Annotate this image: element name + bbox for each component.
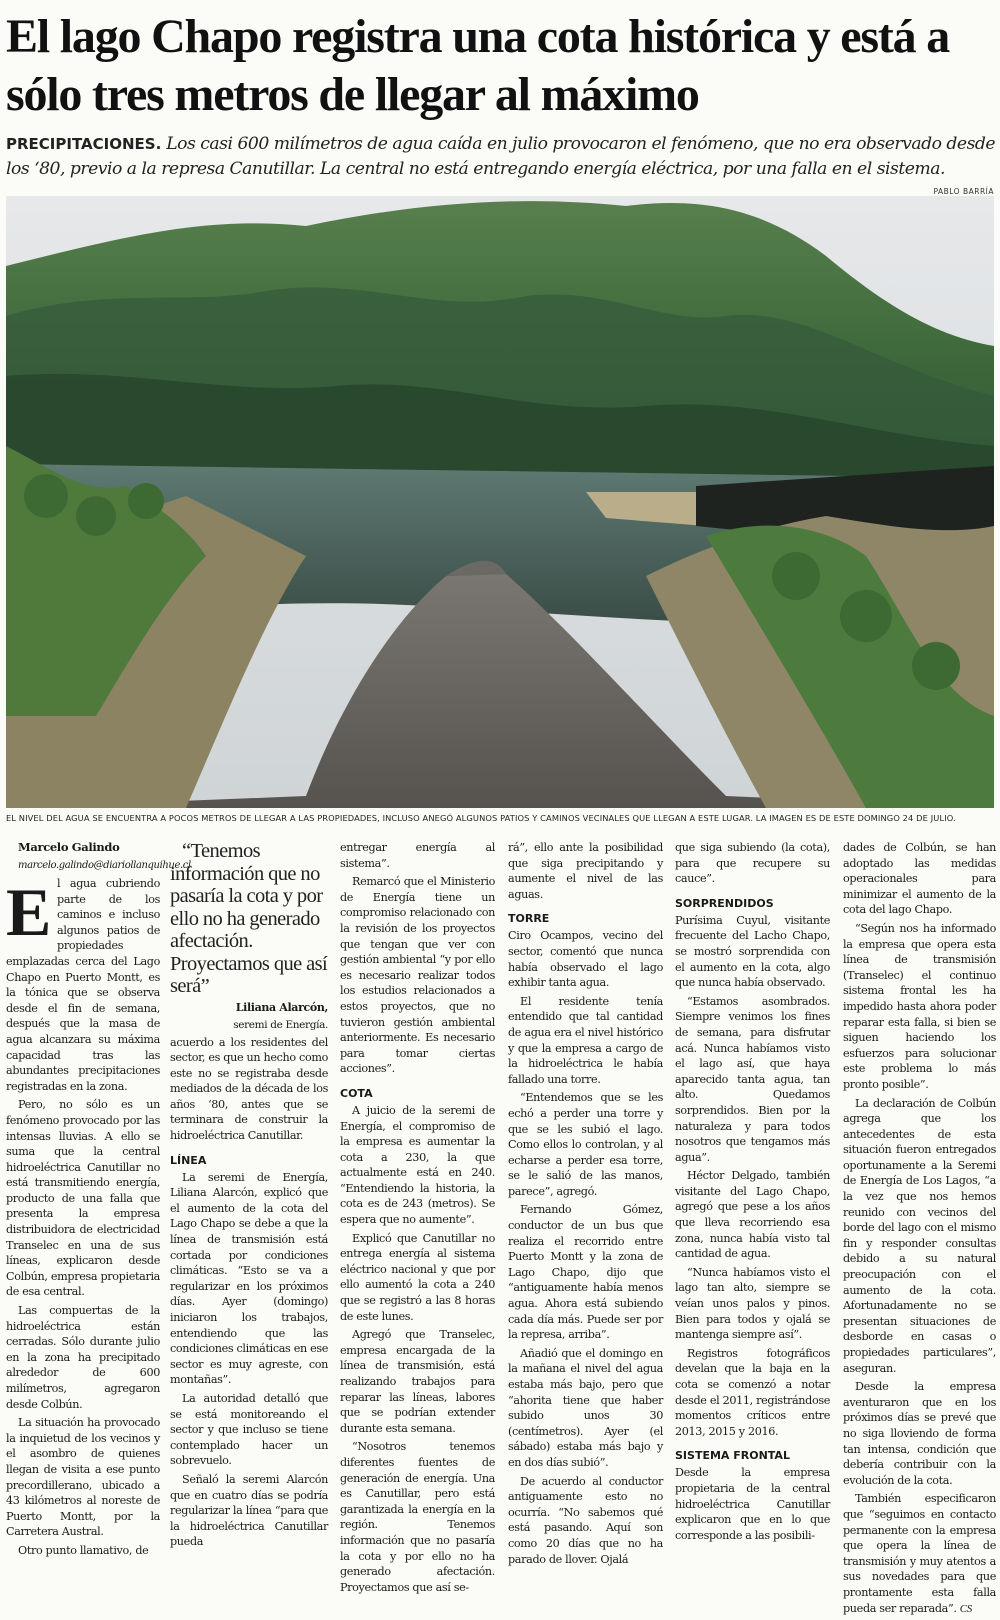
lake-photo [6, 196, 994, 808]
deck-kicker: PRECIPITACIONES. [6, 135, 162, 153]
paragraph: entregar energía al sistema”. [340, 841, 495, 870]
paragraph: Ciro Ocampos, vecino del sector, comentó que nunca había observado el lago exhibir tanta agua. [508, 929, 663, 990]
paragraph: acuerdo a los residentes del sector, es que un hecho como este no se registraba desde mediados de la década de los años ‘80, antes que se terminara de construir la hidroeléctrica Canutillar. [170, 1035, 328, 1143]
headline: El lago Chapo registra una cota histórica y está a sólo tres metros de llegar al máximo [6, 10, 950, 121]
byline-author: Marcelo Galindo [18, 840, 120, 854]
column-6 [843, 840, 996, 1620]
column-3 [340, 840, 495, 1598]
photo-credit: PABLO BARRÍA [933, 187, 994, 196]
section-heading-cota: COTA [340, 1086, 373, 1100]
pull-quote: “Tenemos información que no pasaría la cota y por ello no ha generado afectación. Proyectamos que así será” [170, 840, 328, 997]
paragraph: Registros fotográficos develan que la baja en la cota se comenzó a notar desde el 2011, registrándose momentos críticos entre 2013, 2015 y 2016. [675, 1346, 830, 1438]
paragraph: que siga subiendo (la cota), para que recupere su cauce”. [675, 841, 830, 886]
section-heading-linea: LÍNEA [170, 1153, 207, 1167]
paragraph: El residente tenía entendido que tal cantidad de agua era el nivel histórico y que la empresa a cargo de la hidroeléctrica le había fallado una torre. [508, 994, 663, 1086]
column-4 [508, 840, 663, 1570]
paragraph: Agregó que Transelec, empresa encargada de la línea de transmisión, está realizando trabajos para reparar las líneas, labores que se podrían extender durante esta semana. [340, 1328, 495, 1435]
paragraph: Héctor Delgado, también visitante del Lago Chapo, agregó que pese a los años que lleva recorriendo esa zona, nunca había visto tal cantidad de agua. [675, 1169, 830, 1261]
section-heading-sorprendidos: SORPRENDIDOS [675, 896, 774, 910]
paragraph: l agua cubriendo parte de los caminos e incluso algunos patios de propiedades emplazadas cerca del Lago Chapo en Puerto Montt, es la tónica que se observa desde el fin de semana, después que la masa de agua alcanzara su máxima capacidad tras las abundantes precipitaciones registradas en la zona. [6, 877, 160, 1093]
paragraph: Las compuertas de la hidroeléctrica están cerradas. Sólo durante julio en la zona ha precipitado alrededor de 600 milímetros, agregaron desde Colbún. [6, 1304, 160, 1411]
section-heading-sistema-frontal: SISTEMA FRONTAL [675, 1449, 790, 1463]
column-1 [6, 840, 191, 1562]
paragraph: De acuerdo al conductor antiguamente esto no ocurría. “No sabemos qué está pasando. Aquí son como 20 días que no ha parado de llover. Ojalá [508, 1474, 663, 1566]
paragraph: Otro punto llamativo, de [18, 1543, 149, 1557]
paragraph: Explicó que Canutillar no entrega energía al sistema eléctrico nacional y que por ello aumentó la cota a 240 que se registró a las 8 horas de este lunes. [340, 1231, 495, 1323]
paragraph: Remarcó que el Ministerio de Energía tiene un compromiso relacionado con la revisión de los proyectos que tengan que ver con gestión ambiental “y por ello es necesario realizar todos los estudios relacionados a estos proyectos, que no tuvieron gestión ambiental anteriormente. Es necesario para tomar ciertas acciones”. [340, 875, 495, 1076]
paragraph: Señaló la seremi Alarcón que en cuatro días se podría regularizar la línea “para que la hidroeléctrica Canutillar pueda [170, 1472, 328, 1549]
column-2 [170, 840, 328, 1553]
paragraph: La autoridad detalló que se está monitoreando el sector y que incluso se tiene contemplado hacer un sobrevuelo. [170, 1391, 328, 1468]
section-heading-torre: TORRE [508, 912, 550, 926]
paragraph [843, 1491, 996, 1617]
column-5 [675, 840, 830, 1546]
pull-quote-role: seremi de Energía. [233, 1018, 328, 1031]
paragraph: “Entendemos que se les echó a perder una torre y que se les subió el lago. Como ellos lo controlan, y al echarse a perder esa torre, se le salió de las manos, parece”, agregó. [508, 1091, 663, 1198]
paragraph: “Estamos asombrados. Siempre venimos los fines de semana, para disfrutar acá. Nunca habíamos visto el lago así, que haya aparecido tanta agua, tan alto. Quedamos sorprendidos. Bien por la naturaleza y para todos nosotros que tengamos más agua”. [675, 994, 830, 1164]
paragraph: La seremi de Energía, Liliana Alarcón, explicó que el aumento de la cota del Lago Chapo se debe a que la línea de transmisión está cortada por condiciones climáticas. “Esto se va a regularizar en los próximos días. Ayer (domingo) iniciaron los trabajos, entendiendo que las condiciones climáticas en ese sector es muy agreste, con montañas”. [170, 1170, 328, 1387]
paragraph: Purísima Cuyul, visitante frecuente del Lacho Chapo, se mostró sorprendida con el aumento en la cota, algo que nunca había observado. [675, 913, 830, 990]
paragraph: “Según nos ha informado la empresa que opera esta línea de transmisión (Transelec) el continuo sistema frontal les ha impedido hasta ahora poder reparar esta falla, si bien se siguen haciendo los esfuerzos para solucionar este problema lo más pronto posible”. [843, 921, 996, 1091]
paragraph: Fernando Gómez, conductor de un bus que realiza el recorrido entre Puerto Montt y la zona de Lago Chapo, dijo que “antiguamente había menos agua. Ahora está subiendo cada día más. Puede ser por la represa, arriba”. [508, 1203, 663, 1342]
byline-email: marcelo.galindo@diariollanquihue.cl [18, 860, 191, 871]
end-mark: CS [959, 1602, 972, 1615]
drop-cap: E [6, 874, 52, 950]
paragraph: La declaración de Colbún agrega que los antecedentes de esta situación fueron entregados oportunamente a la Seremi de Energía de Los Lagos, “a la vez que nos hemos reunido con vecinos del borde del lago con el mismo fin y responder consultas debido a su natural preocupación con el aumento de la cota. Afortunadamente no se presentan situaciones de desborde en casas o propiedades particulares”, aseguran. [843, 1096, 996, 1375]
paragraph: Pero, no sólo es un fenómeno provocado por las intensas lluvias. A ello se suma que la central hidroeléctrica Canutillar no está transmitiendo energía, producto de una falla que presenta la empresa distribuidora de electricidad Transelec en una de sus líneas, explicaron desde Colbún, empresa propietaria de esa central. [6, 1098, 160, 1299]
paragraph: Desde la empresa aventuraron que en los próximos días se prevé que no siga lloviendo de forma tan intensa, condición que debería contribuir con la evolución de la cota. [843, 1380, 996, 1487]
deck-text: Los casi 600 milímetros de agua caída en julio provocaron el fenómeno, que no era observado desde los ‘80, previo a la represa Canutillar. La central no está entregando energía eléctrica, por una falla en el sistema. [6, 134, 996, 179]
lake-photo-illustration [6, 196, 994, 808]
paragraph: Añadió que el domingo en la mañana el nivel del agua estaba más bajo, pero que “ahorita tiene que haber subido unos 30 (centímetros). Ayer (el sábado) estaba más bajo y en dos días subió”. [508, 1346, 663, 1469]
paragraph-text: También especificaron que “seguimos en contacto permanente con la empresa que opera la línea de transmisión y muy atentos a sus novedades para que prontamente esta falla pueda ser reparada”. [843, 1492, 996, 1615]
pull-quote-author: Liliana Alarcón, [235, 1000, 328, 1014]
article-deck [6, 132, 996, 182]
paragraph: rá”, ello ante la posibilidad que siga precipitando y aumente el nivel de las aguas. [508, 841, 663, 901]
paragraph: dades de Colbún, se han adoptado las medidas operacionales para minimizar el aumento de la cota del lago Chapo. [843, 841, 996, 917]
photo-caption: EL NIVEL DEL AGUA SE ENCUENTRA A POCOS METROS DE LLEGAR A LAS PROPIEDADES, INCLUSO ANEGÓ ALGUNOS PATIOS Y CAMINOS VECINALES QUE LLEGAN A ESTE LUGAR. LA IMAGEN ES DE ESTE DOMINGO 24 DE JULIO. [6, 813, 956, 823]
paragraph: “Nunca habíamos visto el lago tan alto, siempre se veían unos palos y pinos. Bien para todos y ojalá se mantenga siempre así”. [675, 1265, 830, 1342]
paragraph: Desde la empresa propietaria de la central hidroeléctrica Canutillar explicaron que en lo que corresponde a las posibili- [675, 1466, 830, 1542]
paragraph: A juicio de la seremi de Energía, el compromiso de la empresa es aumentar la cota a 230, la que actualmente está en 240. “Entendiendo la historia, la cota es de 243 (metros). Se espera que no aumente”. [340, 1103, 495, 1227]
paragraph: “Nosotros tenemos diferentes fuentes de generación de energía. Una es Canutillar, pero está garantizada la energía en la región. Tenemos información que no pasaría la cota y por ello no ha generado afectación. Proyectamos que así se- [340, 1440, 495, 1594]
paragraph: La situación ha provocado la inquietud de los vecinos y el asombro de quienes llegan de visita a ese punto precordillerano, ubicado a 43 kilómetros al noreste de Puerto Montt, por la Carretera Austral. [6, 1416, 160, 1539]
